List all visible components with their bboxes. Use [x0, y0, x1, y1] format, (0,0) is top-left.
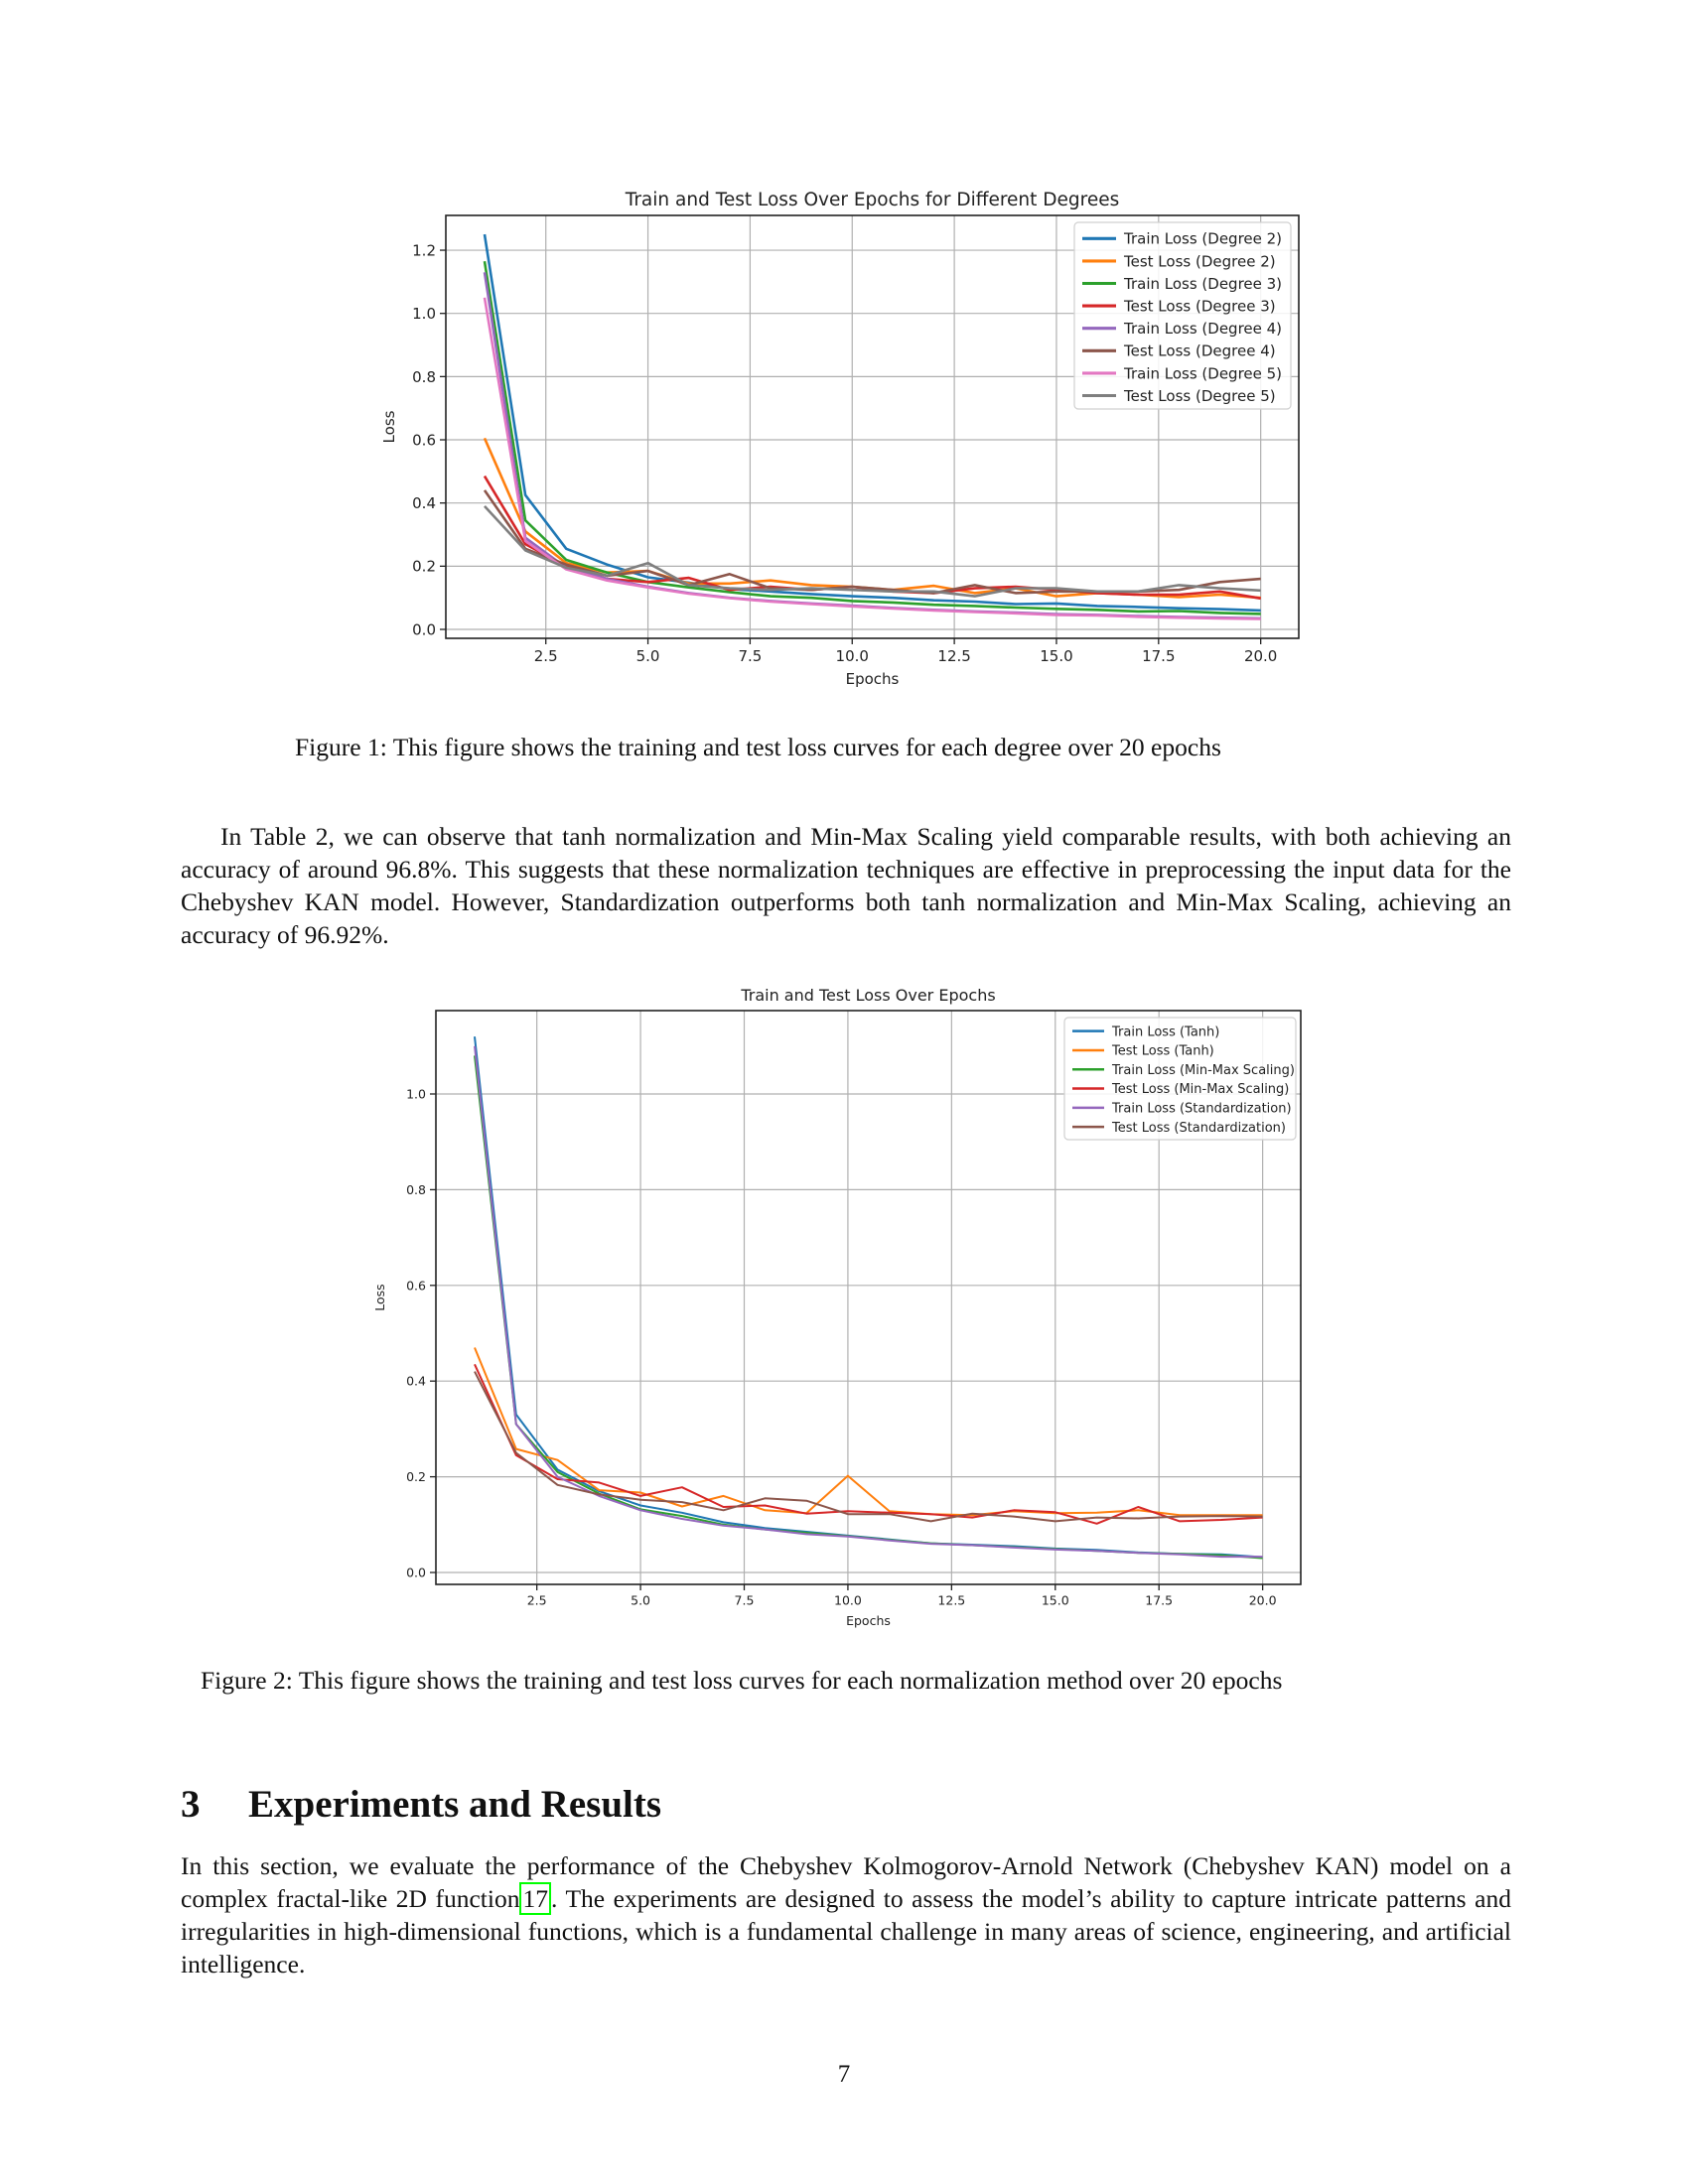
- x-tick-label: 12.5: [937, 1592, 966, 1608]
- legend-label: Test Loss (Min-Max Scaling): [1112, 1082, 1290, 1098]
- paragraph-text: In Table 2, we can observe that tanh normalization and Min-Max Scaling yield comparable results, with both achieving an accuracy of around 96.8%. This suggests that these normalization techniques are effective in preprocessing the input data for the Chebyshev KAN model. However, Standardization outperforms both tanh normalization and Min-Max Scaling, achieving an accuracy of 96.92%.: [181, 822, 1511, 949]
- y-tick-label: 0.4: [406, 1373, 426, 1389]
- legend-label: Train Loss (Degree 4): [1124, 320, 1283, 339]
- y-tick-label: 0.6: [412, 431, 436, 450]
- legend-label: Test Loss (Standardization): [1112, 1120, 1286, 1136]
- figure-1-caption: Figure 1: This figure shows the training and test loss curves for each degree over 20 epochs: [295, 733, 1221, 761]
- x-tick-label: 17.5: [1142, 647, 1176, 665]
- legend-label: Train Loss (Standardization): [1112, 1101, 1292, 1117]
- x-tick-label: 15.0: [1041, 1592, 1069, 1608]
- y-tick-label: 0.2: [406, 1469, 426, 1485]
- x-tick-label: 2.5: [526, 1592, 547, 1608]
- legend-label: Test Loss (Degree 4): [1124, 341, 1276, 360]
- x-tick-label: 7.5: [734, 1592, 755, 1608]
- y-axis-label: Loss: [380, 410, 398, 444]
- section-paragraph: [181, 1849, 1511, 1980]
- y-tick-label: 0.0: [406, 1565, 426, 1580]
- y-tick-label: 1.0: [406, 1086, 426, 1102]
- section-number: 3: [181, 1783, 201, 1826]
- citation-link[interactable]: 17: [519, 1882, 551, 1915]
- x-tick-label: 15.0: [1040, 647, 1073, 665]
- series-line: [475, 1372, 1263, 1522]
- y-tick-label: 0.8: [412, 367, 436, 386]
- section-title: Experiments and Results: [248, 1783, 662, 1826]
- x-tick-label: 7.5: [738, 647, 763, 665]
- legend-label: Test Loss (Tanh): [1112, 1043, 1214, 1059]
- chart-title: Train and Test Loss Over Epochs for Different Degrees: [625, 190, 1120, 210]
- x-tick-label: 10.0: [835, 647, 869, 665]
- legend-label: Train Loss (Degree 3): [1124, 274, 1283, 293]
- legend-label: Test Loss (Degree 3): [1124, 297, 1276, 316]
- x-tick-label: 20.0: [1243, 647, 1278, 665]
- y-tick-label: 0.8: [406, 1181, 426, 1197]
- chart-title: Train and Test Loss Over Epochs: [741, 986, 996, 1005]
- x-tick-label: 2.5: [533, 647, 558, 665]
- legend-label: Train Loss (Degree 2): [1124, 229, 1283, 248]
- y-tick-label: 0.6: [406, 1278, 426, 1294]
- x-tick-label: 5.0: [631, 1592, 651, 1608]
- x-tick-label: 5.0: [635, 647, 660, 665]
- x-tick-label: 20.0: [1248, 1592, 1277, 1608]
- x-tick-label: 12.5: [937, 647, 971, 665]
- x-tick-label: 17.5: [1145, 1592, 1174, 1608]
- x-tick-label: 10.0: [834, 1592, 862, 1608]
- y-axis-label: Loss: [372, 1284, 387, 1311]
- figure-2-caption: Figure 2: This figure shows the training and test loss curves for each normalization method over 20 epochs: [201, 1666, 1283, 1695]
- x-axis-label: Epochs: [845, 670, 900, 688]
- y-tick-label: 0.2: [412, 557, 436, 576]
- section-heading: [181, 1782, 661, 1827]
- x-axis-label: Epochs: [846, 1613, 891, 1628]
- paragraph-text-start: In this section, we evaluate the performance of the Chebyshev Kolmogorov-Arnold Network (Chebyshev KAN) model on a complex fractal-like 2D function: [181, 1851, 1511, 1913]
- legend-label: Test Loss (Degree 2): [1124, 252, 1276, 271]
- page-number: 7: [837, 2061, 851, 2088]
- paragraph-text: [181, 1849, 1511, 1980]
- y-tick-label: 0.4: [412, 494, 436, 513]
- paragraph-text-end: . The experiments are designed to assess the model’s ability to capture intricate patterns and irregularities in high-dimensional functions, which is a fundamental challenge in many areas of science, engineering, and artificial intelligence.: [181, 1884, 1511, 1979]
- legend-label: Train Loss (Tanh): [1112, 1024, 1220, 1040]
- y-tick-label: 1.0: [412, 305, 436, 324]
- legend-label: Test Loss (Degree 5): [1124, 386, 1276, 405]
- y-tick-label: 1.2: [412, 241, 436, 260]
- legend-label: Train Loss (Min-Max Scaling): [1112, 1062, 1295, 1078]
- legend-label: Train Loss (Degree 5): [1124, 364, 1283, 383]
- y-tick-label: 0.0: [412, 620, 436, 639]
- series-line: [475, 1364, 1263, 1524]
